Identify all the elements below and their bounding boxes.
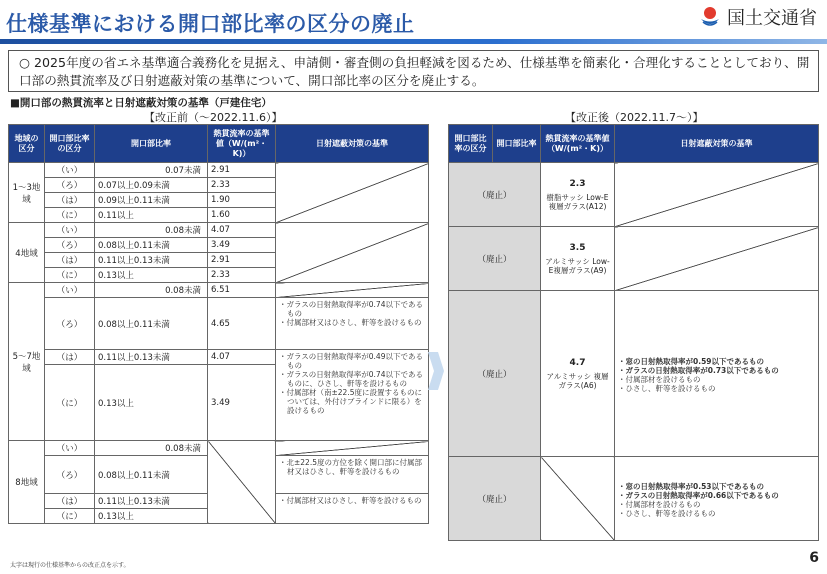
u-value: 3.49 [208, 238, 276, 253]
ratio-class: （に） [45, 509, 95, 524]
ratio-class: （に） [45, 208, 95, 223]
u-value: 2.33 [208, 268, 276, 283]
abolished-cell: （廃止） [449, 163, 541, 227]
ratio-class: （い） [45, 163, 95, 178]
u-value: 2.91 [208, 163, 276, 178]
header-ratio: 開口部比率 [95, 125, 208, 163]
criteria-item: ・ ひさし、軒等を設けるもの [618, 384, 815, 393]
u-value: 2.91 [208, 253, 276, 268]
shading-none [615, 227, 819, 291]
header-shading: 日射遮蔽対策の基準 [615, 125, 819, 163]
ratio: 0.11以上0.13未満 [95, 494, 208, 509]
header-ratio: 開口部比率 [493, 125, 541, 163]
region-label: 5～7地域 [9, 283, 45, 441]
glass-spec: アルミサッシ 複層ガラス(A6) [546, 371, 609, 390]
page-title: 仕様基準における開口部比率の区分の廃止 [6, 12, 415, 36]
abolished-cell: （廃止） [449, 291, 541, 457]
glass-spec: アルミサッシ Low-E複層ガラス(A9) [545, 256, 610, 275]
ratio: 0.08未満 [95, 283, 208, 298]
criteria-item: ・ ひさし、軒等を設けるもの [618, 509, 815, 518]
ratio: 0.09以上0.11未満 [95, 193, 208, 208]
shading-none [276, 441, 429, 456]
shading-none [615, 163, 819, 227]
ratio: 0.08未満 [95, 223, 208, 238]
u-value-cell [541, 227, 615, 291]
region-label: 4地域 [9, 223, 45, 283]
page-number: 6 [809, 550, 819, 566]
ratio-class: （ろ） [45, 298, 95, 350]
criteria-item-new: ・ ガラスの日射熱取得率が0.73以下であるもの [618, 366, 815, 375]
shading-criteria [276, 298, 429, 350]
ratio: 0.08以上0.11未満 [95, 456, 208, 494]
ratio: 0.11以上 [95, 208, 208, 223]
u-value: 4.7 [569, 357, 586, 368]
ratio: 0.13以上 [95, 268, 208, 283]
criteria-item: ・ 付属部材又はひさし、軒等を設けるもの [279, 496, 425, 505]
summary-text: 2025年度の省エネ基準適合義務化を見据え、申請側・審査側の負担軽減を図るため、仕様基準を簡素化・合理化することとしており、開口部の熱貫流率及び日射遮蔽対策の基準について、開口部比率の区分を廃止する。 [19, 55, 810, 88]
ratio: 0.07以上0.09未満 [95, 178, 208, 193]
header-ratio-class: 開口部比率の区分 [449, 125, 493, 163]
u-value-cell [541, 291, 615, 457]
ratio-class: （ろ） [45, 456, 95, 494]
after-caption: 【改正後（2022.11.7～）】 [565, 111, 704, 124]
criteria-item-new: ・ 窓の日射熱取得率が0.53以下であるもの [618, 482, 815, 491]
ratio: 0.08以上0.11未満 [95, 298, 208, 350]
ratio: 0.07未満 [95, 163, 208, 178]
u-value: 3.5 [569, 242, 586, 253]
header-ratio-class: 開口部比率の区分 [45, 125, 95, 163]
ratio-class: （ろ） [45, 178, 95, 193]
after-table [448, 124, 819, 541]
abolished-cell: （廃止） [449, 457, 541, 541]
u-value: 2.33 [208, 178, 276, 193]
u-value: 6.51 [208, 283, 276, 298]
region-label: 1～3地域 [9, 163, 45, 223]
ratio-class: （は） [45, 494, 95, 509]
u-value: 4.65 [208, 298, 276, 350]
ratio: 0.11以上0.13未満 [95, 253, 208, 268]
ratio-class: （ろ） [45, 238, 95, 253]
criteria-item: ・ 付属部材を設けるもの [618, 375, 815, 384]
ratio-class: （は） [45, 350, 95, 365]
shading-criteria [276, 350, 429, 441]
u-value: 2.3 [569, 178, 586, 189]
header-shading: 日射遮蔽対策の基準 [276, 125, 429, 163]
title-underline [0, 39, 827, 44]
shading-criteria [615, 291, 819, 457]
criteria-item: ・ ガラスの日射熱取得率が0.74以下であるものに、ひさし、軒等を設けるもの [279, 370, 425, 388]
header-region: 地域の区分 [9, 125, 45, 163]
glass-spec: 樹脂サッシ Low-E複層ガラス(A12) [546, 192, 609, 211]
region-label: 8地域 [9, 441, 45, 524]
mlit-logo-icon [699, 5, 721, 29]
ratio: 0.11以上0.13未満 [95, 350, 208, 365]
u-value: 1.90 [208, 193, 276, 208]
ratio-class: （は） [45, 253, 95, 268]
u-value: 4.07 [208, 350, 276, 365]
arrow-right-icon [428, 352, 444, 390]
criteria-item-new: ・ ガラスの日射熱取得率が0.66以下であるもの [618, 491, 815, 500]
before-table [8, 124, 429, 524]
ratio-class: （は） [45, 193, 95, 208]
ratio-class: （に） [45, 268, 95, 283]
u-value-none [208, 441, 276, 524]
shading-none [276, 223, 429, 283]
ratio: 0.08未満 [95, 441, 208, 456]
shading-none [276, 163, 429, 223]
ratio-class: （い） [45, 283, 95, 298]
criteria-item: ・ ガラスの日射熱取得率が0.49以下であるもの [279, 352, 425, 370]
ratio-class: （に） [45, 365, 95, 441]
summary-marker: ○ [19, 55, 30, 70]
criteria-item-new: ・ 窓の日射熱取得率が0.59以下であるもの [618, 357, 815, 366]
ratio: 0.13以上 [95, 365, 208, 441]
criteria-item: ・ 付属部材又はひさし、軒等を設けるもの [279, 318, 425, 327]
footnote: 太字は現行の仕様基準からの改正点を示す。 [10, 562, 130, 569]
ratio: 0.08以上0.11未満 [95, 238, 208, 253]
logo-text: 国土交通省 [727, 8, 817, 29]
criteria-item: ・ 北±22.5度の方位を除く開口部に付属部材又はひさし、軒等を設けるもの [279, 458, 425, 476]
ministry-logo [699, 4, 817, 30]
ratio-class: （い） [45, 441, 95, 456]
shading-criteria [615, 457, 819, 541]
section-heading: ■開口部の熱貫流率と日射遮蔽対策の基準（戸建住宅） [10, 97, 272, 109]
shading-none [276, 283, 429, 298]
abolished-cell: （廃止） [449, 227, 541, 291]
summary-box [8, 50, 819, 92]
header-u-value: 熱貫流率の基準値（W/(m²・K)） [541, 125, 615, 163]
criteria-item: ・ 付属部材を設けるもの [618, 500, 815, 509]
ratio: 0.13以上 [95, 509, 208, 524]
header-u-value: 熱貫流率の基準値（W/(m²・K)） [208, 125, 276, 163]
before-caption: 【改正前（～2022.11.6）】 [144, 111, 283, 124]
criteria-item: ・ 付属部材（南±22.5度に設置するものについては、外付けブラインドに限る）を設けるもの [279, 388, 425, 415]
shading-criteria [276, 494, 429, 524]
u-value-none [541, 457, 615, 541]
u-value: 1.60 [208, 208, 276, 223]
u-value: 4.07 [208, 223, 276, 238]
u-value-cell [541, 163, 615, 227]
ratio-class: （い） [45, 223, 95, 238]
criteria-item: ・ ガラスの日射熱取得率が0.74以下であるもの [279, 300, 425, 318]
u-value: 3.49 [208, 365, 276, 441]
shading-criteria [276, 456, 429, 494]
